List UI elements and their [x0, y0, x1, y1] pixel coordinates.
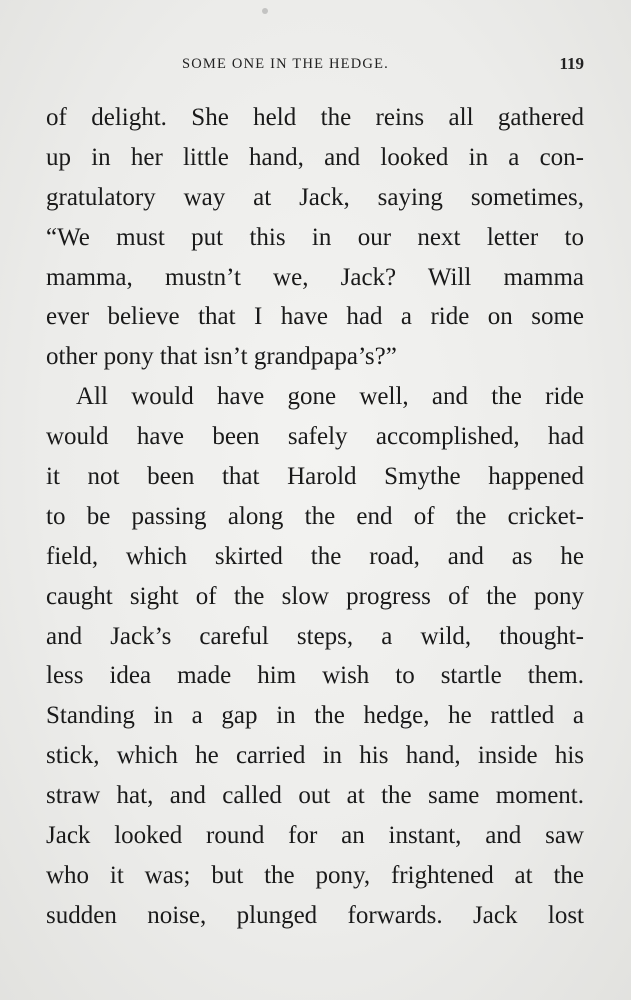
- text-line: Jack looked round for an instant, and saw: [46, 822, 584, 850]
- text-line: and Jack’s careful steps, a wild, thought-: [46, 622, 584, 650]
- text-line: sudden noise, plunged forwards. Jack lost: [46, 901, 584, 929]
- page-number: 119: [559, 54, 584, 73]
- text-line: would have been safely accomplished, had: [46, 423, 584, 451]
- text-line: up in her little hand, and looked in a con-: [46, 143, 584, 171]
- text-line: it not been that Harold Smythe happened: [46, 463, 584, 491]
- text-line: mamma, mustn’t we, Jack? Will mamma: [46, 263, 584, 291]
- text-line: ever believe that I have had a ride on some: [46, 303, 584, 331]
- text-line: All would have gone well, and the ride: [76, 383, 584, 411]
- text-line: Standing in a gap in the hedge, he rattled a: [46, 702, 584, 730]
- running-title: SOME ONE IN THE HEDGE.: [182, 56, 389, 72]
- text-line: caught sight of the slow progress of the pony: [46, 582, 584, 610]
- text-line: field, which skirted the road, and as he: [46, 542, 584, 570]
- text-line: who it was; but the pony, frightened at the: [46, 861, 584, 889]
- running-head: [0, 56, 631, 80]
- text-line: less idea made him wish to startle them.: [46, 662, 584, 690]
- text-line: stick, which he carried in his hand, inside his: [46, 742, 584, 770]
- paper-speck: [262, 8, 268, 14]
- text-line: gratulatory way at Jack, saying sometimes,: [46, 183, 584, 211]
- text-line: to be passing along the end of the cricket-: [46, 502, 584, 530]
- text-line: of delight. She held the reins all gathered: [46, 104, 584, 131]
- body-text: [46, 98, 584, 936]
- text-line: other pony that isn’t grandpapa’s?”: [46, 343, 397, 371]
- text-line: “We must put this in our next letter to: [46, 223, 584, 251]
- text-line: straw hat, and called out at the same moment.: [46, 782, 584, 810]
